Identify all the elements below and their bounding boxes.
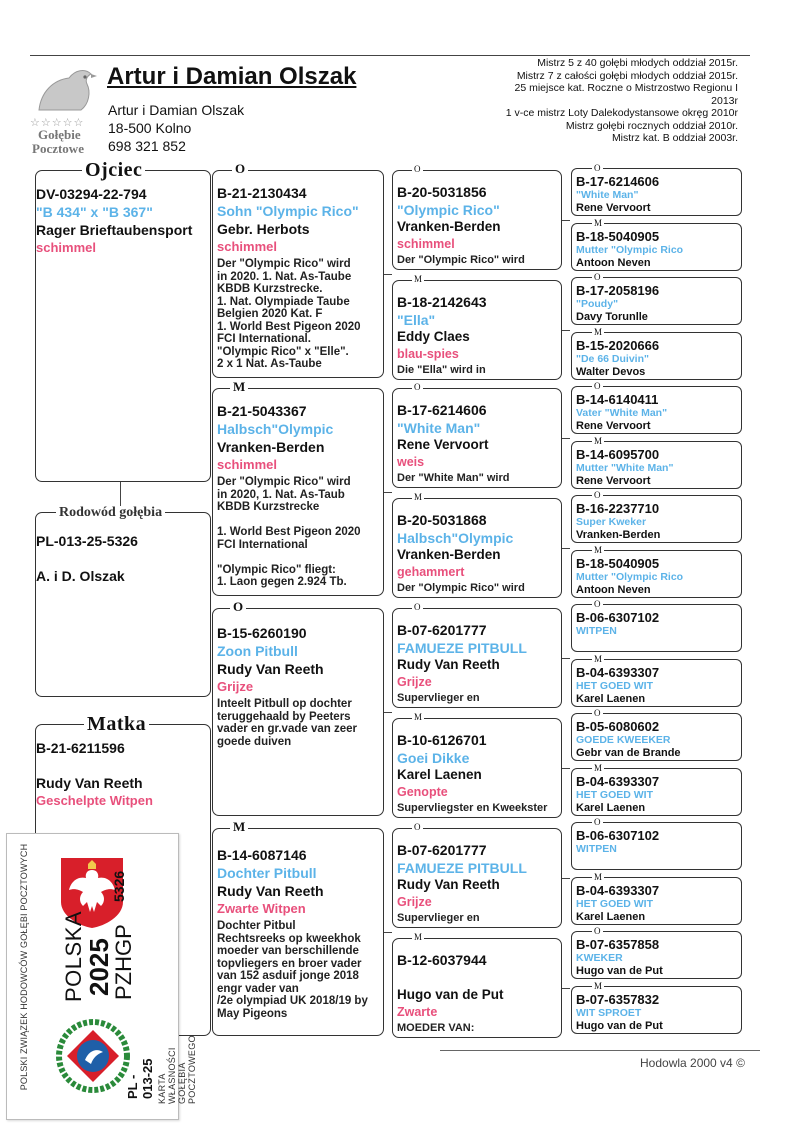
great-grandparent-ring: B-20-5031856 bbox=[397, 184, 487, 200]
achievement: Mistrz 5 z 40 gołębi młodych oddział 2015r. bbox=[537, 57, 738, 69]
great-grandparent-ring: B-18-2142643 bbox=[397, 294, 487, 310]
ancestor-name: HET GOED WIT bbox=[576, 788, 653, 801]
great-grandparent-color: Zwarte bbox=[397, 1005, 438, 1019]
great-grandparent-color: Grijze bbox=[397, 675, 432, 689]
sex-label: O bbox=[594, 381, 601, 391]
note-line: May Pigeons bbox=[217, 1007, 288, 1020]
great-grandparent-note: Supervlieger en bbox=[397, 912, 480, 924]
connector bbox=[562, 220, 570, 221]
ancestor-ring: B-06-6307102 bbox=[576, 610, 660, 625]
ancestor-box bbox=[571, 877, 742, 925]
great-grandparent-ring: B-07-6201777 bbox=[397, 622, 487, 638]
note-line: vader en gr.vade van zeer bbox=[217, 723, 357, 735]
father-owner: Rager Brieftaubensport bbox=[36, 222, 193, 238]
great-grandparent-owner: Rene Vervoort bbox=[397, 437, 489, 452]
ancestor-owner: Rene Vervoort bbox=[576, 474, 651, 487]
achievement: 25 miejsce kat. Roczne o Mistrzostwo Regionu I bbox=[514, 82, 738, 94]
ancestor-ring: B-16-2237710 bbox=[576, 501, 660, 516]
note-line: engr vader van bbox=[217, 982, 299, 995]
connector bbox=[562, 438, 570, 439]
ancestor-ring: B-07-6357832 bbox=[576, 991, 660, 1007]
note-line: teruggehaald by Peeters bbox=[217, 710, 351, 723]
great-grandparent-color: weis bbox=[397, 455, 425, 469]
connector bbox=[384, 712, 392, 713]
sex-label: M bbox=[230, 821, 248, 833]
ancestor-owner: Walter Devos bbox=[576, 365, 646, 378]
great-grandparent-note: Supervlieger en bbox=[397, 692, 480, 704]
sex-label: O bbox=[414, 602, 421, 612]
ancestor-ring: B-07-6357858 bbox=[576, 937, 660, 952]
ancestor-box bbox=[571, 659, 742, 707]
note-line: 1. Laon gegen 2.924 Tb. bbox=[217, 576, 347, 588]
ancestor-name: Mutter "Olympic Rico bbox=[576, 570, 684, 583]
ancestor-name: KWEKER bbox=[576, 952, 623, 964]
ancestor-box bbox=[571, 495, 742, 543]
ancestor-box bbox=[571, 332, 742, 380]
note-line: in 2020, 1. Nat. As-Taub bbox=[217, 488, 345, 501]
breeder-phone: 698 321 852 bbox=[108, 138, 186, 154]
note-line: FCI International bbox=[217, 538, 308, 551]
ancestor-owner: Rene Vervoort bbox=[576, 202, 651, 214]
connector bbox=[384, 274, 392, 275]
great-grandparent-note: Die "Ella" wird in bbox=[397, 364, 486, 376]
note-line: 1. World Best Pigeon 2020 bbox=[217, 526, 361, 538]
ancestor-name: GOEDE KWEEKER bbox=[576, 734, 671, 746]
sex-label: O bbox=[594, 926, 601, 936]
sex-label: O bbox=[594, 708, 601, 718]
sex-label: M bbox=[594, 653, 603, 664]
great-grandparent-name: FAMUEZE PITBULL bbox=[397, 860, 527, 876]
ancestor-owner: Gebr van de Brande bbox=[576, 747, 681, 759]
achievements bbox=[428, 57, 738, 145]
grandparent-box bbox=[212, 828, 384, 1036]
father-box bbox=[35, 170, 211, 482]
father-name: "B 434" x "B 367" bbox=[36, 204, 153, 220]
great-grandparent-owner: Vranken-Berden bbox=[397, 547, 501, 562]
ancestor-ring: B-04-6393307 bbox=[576, 664, 660, 680]
grandparent-color: Grijze bbox=[217, 679, 254, 694]
great-grandparent-owner: Karel Laenen bbox=[397, 767, 482, 782]
grandparent-note bbox=[217, 920, 383, 1020]
subject-label: Rodowód gołębia bbox=[56, 506, 165, 520]
ancestor-box bbox=[571, 822, 742, 870]
pigeon-logo-icon bbox=[31, 62, 101, 120]
great-grandparent-ring: B-07-6201777 bbox=[397, 842, 487, 858]
ancestor-ring: B-04-6393307 bbox=[576, 882, 660, 898]
ancestor-owner: Hugo van de Put bbox=[576, 1019, 663, 1032]
logo-line1: Gołębie bbox=[38, 127, 81, 142]
great-grandparent-ring: B-17-6214606 bbox=[397, 402, 487, 418]
connector bbox=[384, 492, 392, 493]
note-line: moeder van berschillende bbox=[217, 945, 359, 957]
ancestor-name: Mutter "White Man" bbox=[576, 461, 674, 474]
card-number: 5326 bbox=[111, 870, 127, 902]
grandparent-color: Zwarte Witpen bbox=[217, 901, 306, 916]
connector bbox=[562, 658, 570, 659]
subject-owner: A. i D. Olszak bbox=[36, 568, 125, 584]
ancestor-box bbox=[571, 223, 742, 271]
ancestor-owner: Davy Torunlle bbox=[576, 311, 648, 323]
sex-label: M bbox=[594, 762, 603, 773]
connector bbox=[562, 988, 570, 989]
great-grandparent-owner: Rudy Van Reeth bbox=[397, 657, 500, 672]
great-grandparent-box bbox=[392, 280, 562, 380]
ancestor-box bbox=[571, 168, 742, 216]
sex-label: M bbox=[594, 217, 603, 228]
great-grandparent-owner: Hugo van de Put bbox=[397, 987, 504, 1002]
ancestor-name: WIT SPROET bbox=[576, 1006, 642, 1019]
card-country: POLSKA bbox=[61, 910, 86, 1002]
great-grandparent-ring: B-20-5031868 bbox=[397, 512, 487, 528]
note-line: Dochter Pitbul bbox=[217, 920, 296, 932]
mother-owner: Rudy Van Reeth bbox=[36, 775, 143, 791]
great-grandparent-name: "White Man" bbox=[397, 420, 481, 436]
ancestor-name: HET GOED WIT bbox=[576, 679, 653, 692]
card-subtitle: KARTA WŁASNOŚCI GOŁĘBIA POCZTOWEGO bbox=[157, 1035, 197, 1104]
great-grandparent-color: Genopte bbox=[397, 785, 448, 799]
ancestor-box bbox=[571, 386, 742, 434]
ancestor-owner: Karel Laenen bbox=[576, 692, 646, 705]
sex-label: O bbox=[594, 163, 601, 173]
ancestor-box bbox=[571, 931, 742, 979]
note-line: "Olympic Rico" x "Elle". bbox=[217, 345, 349, 358]
sex-label: M bbox=[414, 932, 423, 942]
ancestor-owner: Antoon Neven bbox=[576, 256, 651, 269]
sex-label: O bbox=[414, 164, 421, 174]
grandparent-note bbox=[217, 258, 383, 371]
grandparent-box bbox=[212, 388, 384, 596]
ancestor-ring: B-18-5040905 bbox=[576, 555, 660, 571]
sex-label: O bbox=[414, 822, 421, 832]
note-line: FCI International. bbox=[217, 333, 311, 345]
sex-label: M bbox=[414, 492, 423, 502]
grandparent-ring: B-15-6260190 bbox=[217, 625, 307, 641]
grandparent-name: Sohn "Olympic Rico" bbox=[217, 203, 359, 219]
note-line: Inteelt Pitbull op dochter bbox=[217, 698, 352, 710]
great-grandparent-box bbox=[392, 718, 562, 818]
ancestor-name: "Poudy" bbox=[576, 298, 619, 310]
logo-line2: Pocztowe bbox=[32, 141, 84, 156]
note-line: Belgien 2020 Kat. F bbox=[217, 308, 323, 320]
breeder-address: 18-500 Kolno bbox=[108, 120, 192, 136]
sex-label: M bbox=[594, 435, 603, 446]
great-grandparent-color: blau-spies bbox=[397, 347, 459, 361]
achievement: Mistrz gołębi rocznych oddział 2010r. bbox=[565, 119, 738, 132]
great-grandparent-box bbox=[392, 388, 562, 488]
ancestor-name: "White Man" bbox=[576, 189, 639, 201]
note-line: "Olympic Rico" fliegt: bbox=[217, 563, 336, 576]
ancestor-owner: Rene Vervoort bbox=[576, 420, 651, 432]
ancestor-name: HET GOED WIT bbox=[576, 897, 653, 910]
mother-ring: B-21-6211596 bbox=[36, 740, 125, 756]
sex-label: M bbox=[594, 326, 603, 337]
ancestor-box bbox=[571, 277, 742, 325]
mother-color: Geschelpte Witpen bbox=[36, 793, 153, 808]
ancestor-ring: B-15-2020666 bbox=[576, 337, 660, 353]
sex-label: M bbox=[414, 712, 423, 722]
note-line: Der "Olympic Rico" wird bbox=[217, 476, 351, 488]
ancestor-ring: B-06-6307102 bbox=[576, 828, 660, 843]
ancestor-box bbox=[571, 713, 742, 761]
mother-label: Matka bbox=[84, 714, 149, 734]
great-grandparent-ring: B-12-6037944 bbox=[397, 952, 487, 968]
breeder-name: Artur i Damian Olszak bbox=[108, 102, 245, 118]
grandparent-name: Dochter Pitbull bbox=[217, 865, 317, 881]
ancestor-name: Mutter "Olympic Rico bbox=[576, 243, 684, 256]
card-org: POLSKI ZWIĄZEK HODOWCÓW GOŁĘBI POCZTOWYCH bbox=[19, 843, 29, 1091]
ancestor-owner: Karel Laenen bbox=[576, 801, 646, 814]
sex-label: O bbox=[232, 163, 248, 175]
note-line: Der "Olympic Rico" wird bbox=[217, 258, 351, 270]
card-code: PZHGP bbox=[111, 924, 136, 1000]
achievement: 2013r bbox=[711, 94, 738, 107]
logo bbox=[28, 60, 103, 155]
note-line: /2e olympiad UK 2018/19 by bbox=[217, 995, 368, 1007]
great-grandparent-name: "Ella" bbox=[397, 312, 436, 328]
note-line: 1. Nat. Olympiade Taube bbox=[217, 295, 350, 308]
grandparent-name: Zoon Pitbull bbox=[217, 643, 298, 659]
ancestor-name: WITPEN bbox=[576, 625, 617, 637]
ancestor-owner: Karel Laenen bbox=[576, 910, 646, 923]
sex-label: M bbox=[414, 274, 423, 284]
sex-label: O bbox=[230, 601, 246, 613]
pzhgp-badge-icon bbox=[53, 1016, 133, 1096]
ancestor-owner: Antoon Neven bbox=[576, 583, 651, 596]
achievement: Mistrz 7 z całości gołębi młodych oddział 2015r. bbox=[516, 69, 738, 82]
note-line: KBDB Kurzstrecke bbox=[217, 501, 320, 513]
grandparent-ring: B-14-6087146 bbox=[217, 847, 307, 863]
note-line: KBDB Kurzstrecke. bbox=[217, 283, 323, 295]
grandparent-color: schimmel bbox=[217, 239, 277, 254]
subject-ring: PL-013-25-5326 bbox=[36, 533, 138, 549]
great-grandparent-note: Der "Olympic Rico" wird bbox=[397, 582, 525, 594]
ancestor-owner: Hugo van de Put bbox=[576, 965, 663, 977]
great-grandparent-name: Goei Dikke bbox=[397, 750, 470, 766]
grandparent-owner: Gebr. Herbots bbox=[217, 221, 310, 237]
great-grandparent-name: Halbsch"Olympic bbox=[397, 530, 514, 546]
ancestor-ring: B-18-5040905 bbox=[576, 228, 660, 244]
great-grandparent-note: MOEDER VAN: bbox=[397, 1022, 475, 1034]
logo-stars: ☆☆☆☆☆ bbox=[30, 117, 85, 129]
ancestor-ring: B-14-6095700 bbox=[576, 446, 660, 462]
ancestor-ring: B-05-6080602 bbox=[576, 719, 660, 734]
grandparent-note bbox=[217, 698, 383, 748]
ancestor-box bbox=[571, 986, 742, 1034]
great-grandparent-box bbox=[392, 828, 562, 928]
great-grandparent-name: FAMUEZE PITBULL bbox=[397, 640, 527, 656]
connector bbox=[384, 932, 392, 933]
note-line: in 2020. 1. Nat. As-Taube bbox=[217, 270, 352, 283]
ancestor-ring: B-04-6393307 bbox=[576, 773, 660, 789]
card-ring: PL - 013-25 bbox=[125, 1058, 155, 1099]
great-grandparent-note: Der "White Man" wird bbox=[397, 472, 510, 484]
sex-label: M bbox=[230, 381, 248, 393]
ancestor-name: WITPEN bbox=[576, 843, 617, 855]
note-line: Rechtsreeks op kweekhok bbox=[217, 932, 361, 945]
great-grandparent-box bbox=[392, 498, 562, 598]
ancestor-box bbox=[571, 768, 742, 816]
grandparent-color: schimmel bbox=[217, 457, 277, 472]
father-label: Ojciec bbox=[82, 160, 145, 180]
connector bbox=[562, 330, 570, 331]
grandparent-name: Halbsch"Olympic bbox=[217, 421, 334, 437]
grandparent-ring: B-21-2130434 bbox=[217, 185, 307, 201]
sex-label: M bbox=[594, 980, 603, 991]
ancestor-name: "De 66 Duivin" bbox=[576, 352, 649, 365]
note-line bbox=[217, 514, 383, 527]
note-line: 1. World Best Pigeon 2020 bbox=[217, 320, 361, 333]
grandparent-owner: Vranken-Berden bbox=[217, 439, 325, 455]
great-grandparent-ring: B-10-6126701 bbox=[397, 732, 487, 748]
grandparent-box bbox=[212, 170, 384, 378]
note-line bbox=[217, 551, 383, 564]
breeder-title: Artur i Damian Olszak bbox=[107, 63, 357, 90]
father-ring: DV-03294-22-794 bbox=[36, 186, 147, 202]
ancestor-owner: Vranken-Berden bbox=[576, 529, 661, 541]
great-grandparent-owner: Rudy Van Reeth bbox=[397, 877, 500, 892]
ancestor-name: Vater "White Man" bbox=[576, 407, 668, 419]
sex-label: O bbox=[594, 817, 601, 827]
ancestor-ring: B-17-6214606 bbox=[576, 174, 660, 189]
great-grandparent-box bbox=[392, 938, 562, 1038]
great-grandparent-color: schimmel bbox=[397, 237, 455, 251]
great-grandparent-note: Der "Olympic Rico" wird bbox=[397, 254, 525, 266]
card-year: 2025 bbox=[84, 938, 114, 996]
footer-text: Hodowla 2000 v4 © bbox=[640, 1056, 745, 1070]
note-line: 2 x 1 Nat. As-Taube bbox=[217, 358, 322, 370]
father-color: schimmel bbox=[36, 240, 96, 255]
ownership-card bbox=[6, 833, 197, 1120]
sex-label: O bbox=[594, 599, 601, 609]
grandparent-ring: B-21-5043367 bbox=[217, 403, 307, 419]
grandparent-note bbox=[217, 476, 383, 589]
achievement: 1 v-ce mistrz Loty Dalekodystansowe okręg 2010r bbox=[505, 107, 738, 119]
ancestor-box bbox=[571, 604, 742, 652]
sex-label: O bbox=[594, 272, 601, 282]
great-grandparent-color: gehammert bbox=[397, 565, 465, 579]
sex-label: M bbox=[594, 544, 603, 555]
ancestor-box bbox=[571, 550, 742, 598]
great-grandparent-name: "Olympic Rico" bbox=[397, 202, 500, 218]
connector bbox=[562, 548, 570, 549]
great-grandparent-owner: Vranken-Berden bbox=[397, 219, 501, 234]
great-grandparent-box bbox=[392, 608, 562, 708]
sex-label: O bbox=[594, 490, 601, 500]
grandparent-owner: Rudy Van Reeth bbox=[217, 661, 324, 677]
note-line: goede duiven bbox=[217, 735, 292, 748]
connector bbox=[562, 878, 570, 879]
grandparent-owner: Rudy Van Reeth bbox=[217, 883, 324, 899]
ancestor-ring: B-14-6140411 bbox=[576, 392, 659, 407]
note-line: van 152 asduif jonge 2018 bbox=[217, 970, 359, 982]
great-grandparent-note: Supervliegster en Kweekster bbox=[397, 802, 548, 814]
note-line: topvliegers en broer vader bbox=[217, 957, 362, 970]
achievement: Mistrz kat. B oddział 2003r. bbox=[611, 132, 738, 144]
subject-box bbox=[35, 512, 211, 697]
ancestor-ring: B-17-2058196 bbox=[576, 283, 660, 298]
ancestor-box bbox=[571, 441, 742, 489]
ancestor-name: Super Kweker bbox=[576, 516, 647, 528]
sex-label: O bbox=[414, 382, 421, 392]
connector bbox=[562, 768, 570, 769]
grandparent-box bbox=[212, 608, 384, 816]
great-grandparent-color: Grijze bbox=[397, 895, 432, 909]
sex-label: M bbox=[594, 871, 603, 882]
great-grandparent-owner: Eddy Claes bbox=[397, 329, 470, 344]
great-grandparent-box bbox=[392, 170, 562, 270]
